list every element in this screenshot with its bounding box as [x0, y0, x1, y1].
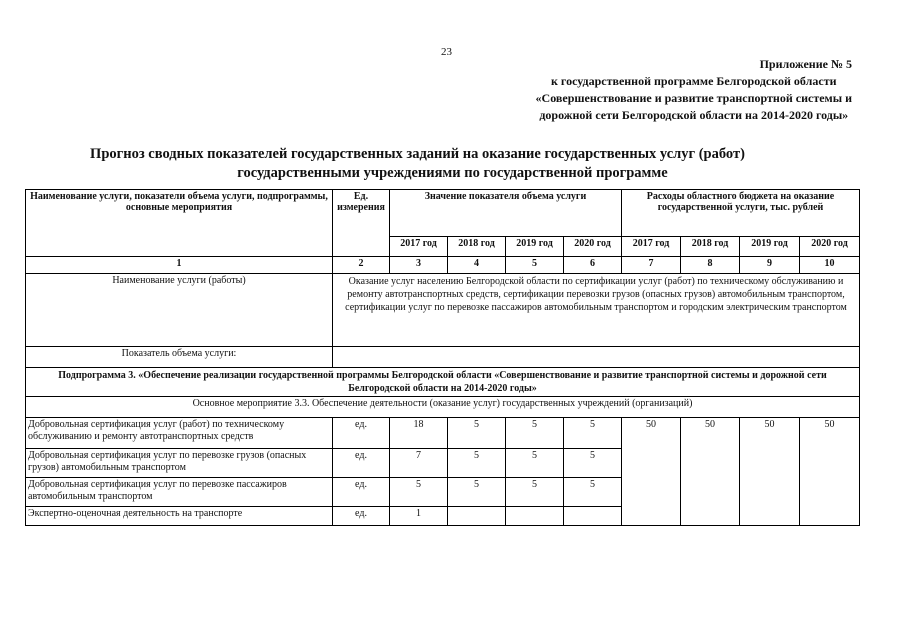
appendix-title: Приложение № 5: [759, 57, 852, 71]
year-cell: 2019 год: [506, 237, 564, 257]
header-unit: Ед. измерения: [333, 190, 390, 257]
subprogram-row: [26, 368, 860, 397]
row-value: [448, 507, 506, 526]
appendix-line-3: «Совершенствование и развитие транспортной системы и: [535, 91, 852, 105]
row-name: Добровольная сертификация услуг (работ) по техническому обслуживанию и ремонту автотранспортных средств: [26, 418, 333, 449]
indicator-label: Показатель объема услуги:: [26, 347, 333, 368]
row-name: Добровольная сертификация услуг по перевозке пассажиров автомобильным транспортом: [26, 478, 333, 507]
year-cell: 2018 год: [448, 237, 506, 257]
row-value: 5: [564, 418, 622, 449]
col-number: 1: [26, 257, 333, 274]
subprogram-title: Подпрограмма 3. «Обеспечение реализации государственной программы Белгородской области «Совершенствование и развитие транспортной системы и дорожной сети Белгородской области на 2014-2020 годы»: [26, 368, 860, 397]
main-activity-title: Основное мероприятие 3.3. Обеспечение деятельности (оказание услуг) государственных учреждений (организаций): [26, 397, 860, 418]
col-number: 3: [390, 257, 448, 274]
main-activity-row: [26, 397, 860, 418]
row-name: Экспертно-оценочная деятельность на транспорте: [26, 507, 333, 526]
indicator-row: [26, 347, 860, 368]
page-number: 23: [441, 46, 452, 58]
row-value: 5: [564, 449, 622, 478]
table-row: [26, 418, 860, 449]
col-number: 2: [333, 257, 390, 274]
row-value: [564, 507, 622, 526]
expense-value: 50: [800, 418, 860, 526]
expense-value: 50: [622, 418, 681, 526]
year-cell: 2020 год: [564, 237, 622, 257]
service-label: Наименование услуги (работы): [26, 274, 333, 347]
service-description: Оказание услуг населению Белгородской области по сертификации услуг (работ) по техническому обслуживанию и ремонту автотранспортных средств, сертификации перевозки грузов (опасных грузов) автомобильным транспортом, сертификации услуг по перевозке пассажиров автомобильным транспортом и городским электрическим транспортом: [333, 274, 860, 347]
header-volume: Значение показателя объема услуги: [390, 190, 622, 237]
year-cell: 2020 год: [800, 237, 860, 257]
column-number-row: [26, 257, 860, 274]
row-value: 18: [390, 418, 448, 449]
document-title: [0, 145, 905, 183]
col-number: 9: [740, 257, 800, 274]
row-unit: ед.: [333, 449, 390, 478]
row-name: Добровольная сертификация услуг по перевозке грузов (опасных грузов) автомобильным транспортом: [26, 449, 333, 478]
year-cell: 2018 год: [681, 237, 740, 257]
row-value: 5: [506, 418, 564, 449]
row-value: [506, 507, 564, 526]
year-cell: 2017 год: [390, 237, 448, 257]
indicator-value: [333, 347, 860, 368]
forecast-table: [25, 189, 860, 526]
header-row: [26, 190, 860, 237]
row-value: 5: [506, 478, 564, 507]
col-number: 8: [681, 257, 740, 274]
col-number: 7: [622, 257, 681, 274]
col-number: 4: [448, 257, 506, 274]
row-value: 5: [506, 449, 564, 478]
row-value: 7: [390, 449, 448, 478]
expense-value: 50: [740, 418, 800, 526]
expense-value: 50: [681, 418, 740, 526]
col-number: 10: [800, 257, 860, 274]
col-number: 6: [564, 257, 622, 274]
row-value: 5: [448, 478, 506, 507]
row-unit: ед.: [333, 478, 390, 507]
row-value: 5: [390, 478, 448, 507]
row-value: 5: [564, 478, 622, 507]
row-unit: ед.: [333, 418, 390, 449]
title-line-1: Прогноз сводных показателей государственных заданий на оказание государственных услуг (работ): [90, 146, 745, 162]
col-number: 5: [506, 257, 564, 274]
header-name: Наименование услуги, показатели объема услуги, подпрограммы, основные мероприятия: [26, 190, 333, 257]
year-cell: 2019 год: [740, 237, 800, 257]
row-value: 5: [448, 418, 506, 449]
row-unit: ед.: [333, 507, 390, 526]
appendix-header: [536, 56, 852, 124]
appendix-line-4: дорожной сети Белгородской области на 2014-2020 годы»: [539, 108, 849, 122]
header-expenses: Расходы областного бюджета на оказание государственной услуги, тыс. рублей: [622, 190, 860, 237]
year-cell: 2017 год: [622, 237, 681, 257]
title-line-2: государственными учреждениями по государственной программе: [237, 165, 668, 181]
row-value: 1: [390, 507, 448, 526]
service-row: [26, 274, 860, 347]
row-value: 5: [448, 449, 506, 478]
appendix-line-2: к государственной программе Белгородской области: [551, 74, 837, 88]
